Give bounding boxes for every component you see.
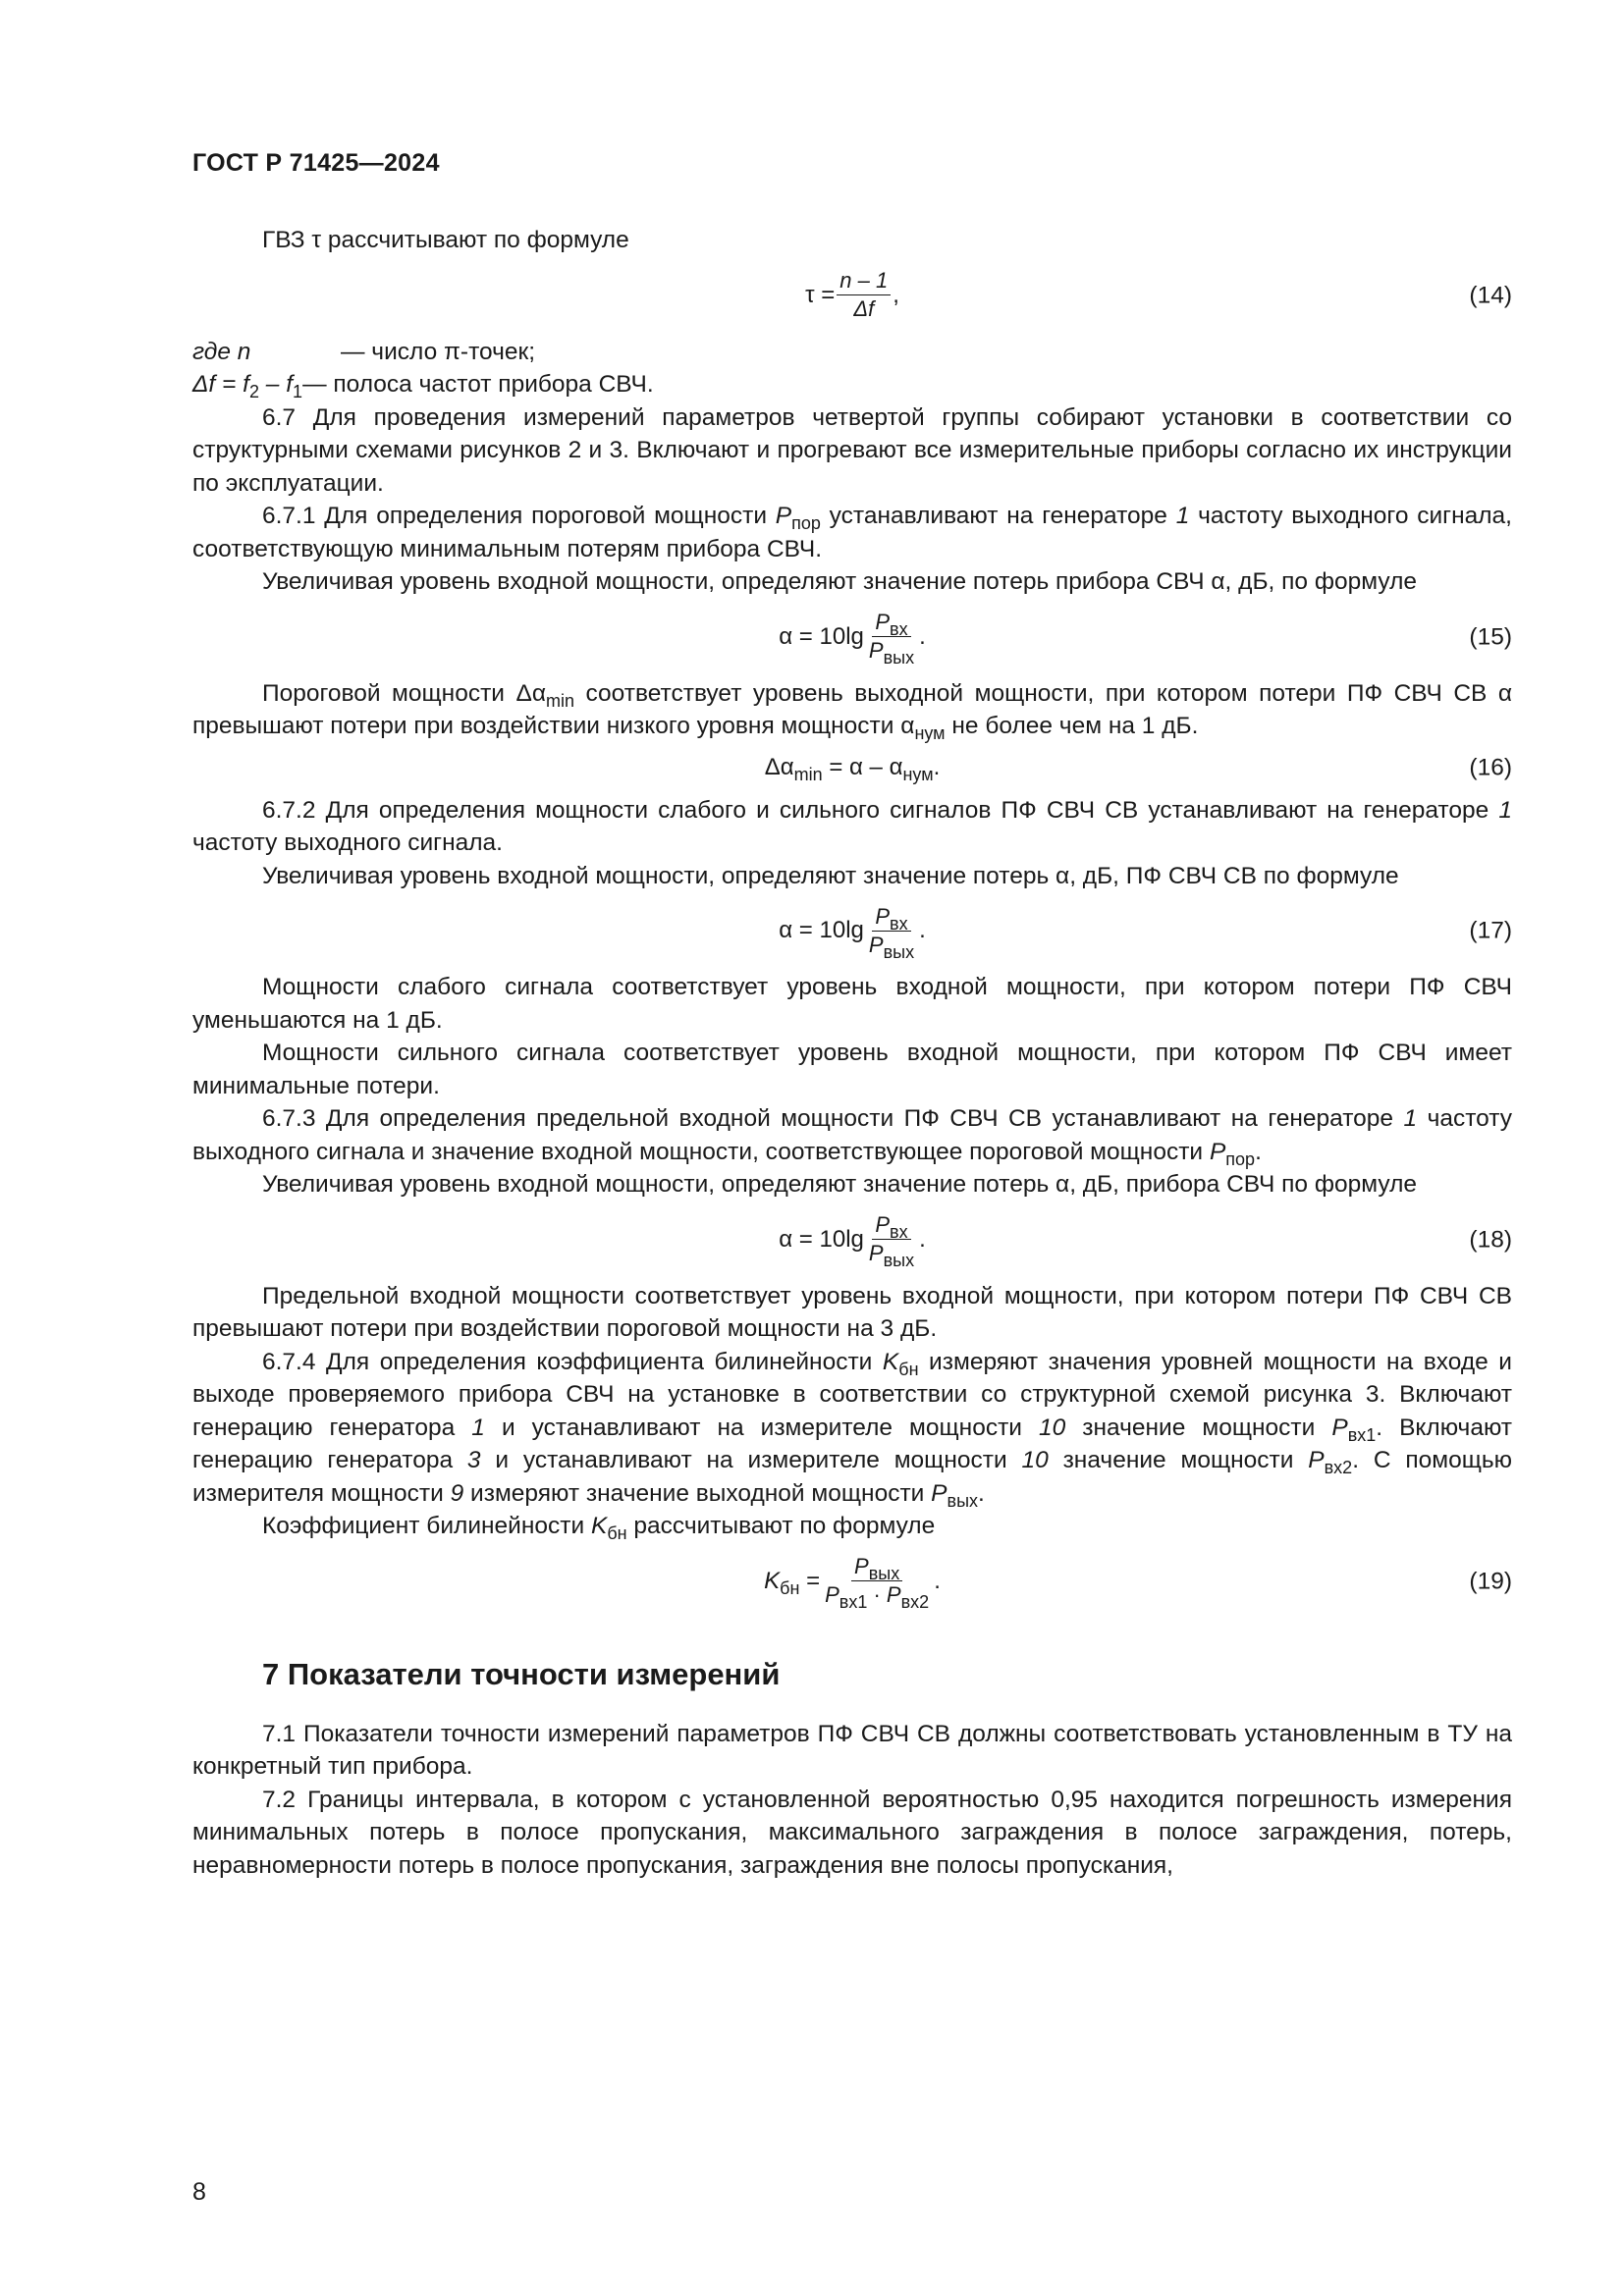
formula-15-tail: . [919,622,926,650]
formula-17 [192,900,1512,961]
paragraph-strong-signal: Мощности сильного сигнала соответствует уровень входной мощности, при котором ПФ СВЧ имеет минимальные потери. [192,1040,1512,1099]
formula-15-number: (15) [1469,622,1512,650]
where-text-df: — полоса частот прибора СВЧ. [302,371,654,398]
formula-17-lhs: α = 10lg [779,917,864,944]
paragraph-6-7-4: 6.7.4 Для определения коэффициента билинейности $K_{бн}$ измеряют значения уровней мощности на входе и выходе проверяемого прибора СВЧ на установке в соответствии со структурной схемой рисунка 3. Включают генерацию генератора 1 и устанавливают на измерителе мощности 10 значение мощности $P_{вх1}$. Включают генерацию генератора 3 и устанавливают на измерителе мощности 10 значение мощности $P_{вх2}$. С помощью измерителя мощности 9 измеряют значение выходной мощности $P_{вых}$. [192,1348,1513,1511]
paragraph-increase-2: Увеличивая уровень входной мощности, определяют значение потерь α, дБ, ПФ СВЧ СВ по формуле [262,862,1399,889]
formula-18 [192,1209,1512,1270]
formula-18-fraction [866,1211,917,1270]
where-row-df [192,368,1512,401]
document-body [192,224,1512,1882]
formula-16-number: (16) [1469,753,1512,780]
formula-14-tail: , [893,281,899,308]
where-symbol-df: $\Delta f = f_2 - f_1$ [192,371,303,401]
formula-15-numerator: $P_{вх}$ [872,609,910,637]
formula-15 [192,607,1512,667]
formula-14-fraction [837,267,891,323]
formula-19-denominator: $P_{вх1} \cdot P_{вх2}$ [825,1582,930,1612]
paragraph-limit-power: Предельной входной мощности соответствует уровень входной мощности, при котором потери ПФ СВЧ СВ превышают потери при воздействии пороговой мощности на 3 дБ. [192,1282,1512,1342]
paragraph-6-7-2: 6.7.2 Для определения мощности слабого и сильного сигналов ПФ СВЧ СВ устанавливают на генераторе 1 частоту выходного сигнала. [192,796,1512,856]
formula-14-lhs: τ = [805,281,836,308]
paragraph-threshold: Пороговой мощности $\Delta\alpha_{min}$ соответствует уровень выходной мощности, при котором потери ПФ СВЧ СВ α превышают потери при воздействии низкого уровня мощности $\alpha_{нум}$ не более чем на 1 дБ. [192,679,1512,743]
where-row-n [192,336,1512,369]
formula-14 [192,265,1512,326]
formula-19-tail: . [934,1567,941,1594]
formula-18-numerator: $P_{вх}$ [872,1211,910,1240]
page-number: 8 [192,2178,206,2206]
formula-17-number: (17) [1469,917,1512,944]
paragraph-6-7-3: 6.7.3 Для определения предельной входной мощности ПФ СВЧ СВ устанавливают на генераторе 1 частоту выходного сигнала и значение входной мощности, соответствующее пороговой мощности $P_{пор}$. [192,1105,1512,1169]
paragraph-weak-signal: Мощности слабого сигнала соответствует уровень входной мощности, при котором потери ПФ СВЧ уменьшаются на 1 дБ. [192,974,1512,1034]
formula-18-denominator: $P_{вых}$ [868,1241,915,1270]
paragraph-7-2: 7.2 Границы интервала, в котором с установленной вероятностью 0,95 находится погрешность измерения минимальных потерь в полосе пропускания, максимального заграждения в полосе заграждения, потерь, неравномерности потерь в полосе пропускания, заграждения вне полосы пропускания, [192,1786,1512,1879]
section-7-title: 7 Показатели точности измерений [262,1656,781,1691]
paragraph-7-1: 7.1 Показатели точности измерений параметров ПФ СВЧ СВ должны соответствовать установленным в ТУ на конкретный тип прибора. [192,1720,1512,1780]
formula-15-denominator: $P_{вых}$ [868,638,915,667]
formula-17-numerator: $P_{вх}$ [872,903,910,932]
formula-17-tail: . [919,917,926,944]
formula-17-fraction [866,903,917,962]
where-symbol-n: где n [192,338,251,365]
paragraph-kbn-intro: Коэффициент билинейности $K_{бн}$ рассчитывают по формуле [262,1513,936,1543]
formula-18-tail: . [919,1225,926,1253]
formula-19-fraction [822,1553,932,1612]
where-text-n: — число π-точек; [341,338,536,365]
formula-18-lhs: α = 10lg [779,1225,864,1253]
paragraph-increase-3: Увеличивая уровень входной мощности, определяют значение потерь α, дБ, прибора СВЧ по формуле [262,1171,1418,1198]
formula-15-fraction [866,609,917,665]
paragraph-tau-intro: ГВЗ τ рассчитывают по формуле [262,227,629,253]
document-header: ГОСТ Р 71425—2024 [192,149,440,177]
paragraph-6-7-1: 6.7.1 Для определения пороговой мощности $P_{пор}$ устанавливают на генераторе 1 частоту выходного сигнала, соответствующую минимальным потерям прибора СВЧ. [192,503,1512,562]
formula-19-number: (19) [1469,1567,1512,1594]
formula-19 [192,1551,1512,1612]
formula-16 [192,747,1512,788]
formula-19-lhs: $K_{бн}$ = [764,1567,821,1598]
formula-14-number: (14) [1469,281,1512,308]
formula-14-numerator: n – 1 [837,267,891,295]
paragraph-increase-1: Увеличивая уровень входной мощности, определяют значение потерь прибора СВЧ α, дБ, по формуле [262,568,1418,595]
formula-16-body: $\Delta\alpha_{min} = \alpha - \alpha_{нум}$. [764,753,941,784]
formula-19-numerator: $P_{вых}$ [851,1553,902,1581]
formula-14-denominator: Δf [853,296,875,321]
paragraph-6-7: 6.7 Для проведения измерений параметров четвертой группы собирают установки в соответствии со структурными схемами рисунков 2 и 3. Включают и прогревают все измерительные приборы согласно их инструкции по эксплуатации. [192,403,1512,497]
formula-15-lhs: α = 10lg [779,622,864,650]
formula-17-denominator: $P_{вых}$ [868,932,915,962]
formula-18-number: (18) [1469,1225,1512,1253]
